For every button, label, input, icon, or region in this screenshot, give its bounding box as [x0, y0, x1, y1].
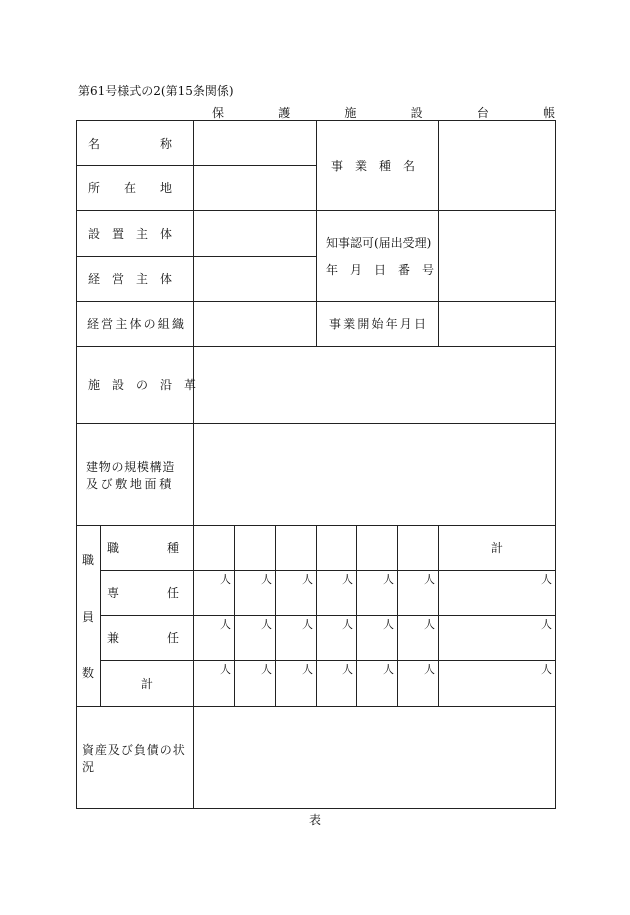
label-total-row: 計: [141, 677, 154, 691]
unit-mark: 人: [302, 573, 313, 586]
unit-mark: 人: [302, 663, 313, 676]
label-operator: 経 営 主 体: [88, 272, 173, 286]
label-start-date: 事業開始年月日: [329, 317, 429, 331]
label-building-1: 建物の規模構造: [86, 460, 176, 474]
unit-mark: 人: [220, 663, 231, 676]
unit-mark: 人: [383, 663, 394, 676]
unit-mark: 人: [383, 618, 394, 631]
document-title: 保 護 施 設 台 帳: [212, 106, 581, 120]
label-full-time: 専 任: [107, 586, 180, 600]
unit-mark: 人: [383, 573, 394, 586]
unit-mark: 人: [302, 618, 313, 631]
unit-mark: 人: [342, 573, 353, 586]
label-name: 名 称: [88, 137, 173, 151]
unit-mark: 人: [541, 573, 552, 586]
unit-mark: 人: [424, 663, 435, 676]
form-number: 第61号様式の2(第15条関係): [78, 84, 234, 98]
unit-mark: 人: [220, 618, 231, 631]
label-assets-2: 況: [82, 760, 95, 774]
label-history: 施 設 の 沿 革: [88, 378, 197, 392]
unit-mark: 人: [342, 663, 353, 676]
label-approval-2: 年 月 日 番 号: [326, 263, 435, 277]
unit-mark: 人: [541, 618, 552, 631]
unit-mark: 人: [424, 618, 435, 631]
label-business-type: 事 業 種 名: [331, 159, 416, 173]
unit-mark: 人: [541, 663, 552, 676]
label-operator-org: 経営主体の組織: [87, 317, 187, 331]
unit-mark: 人: [261, 573, 272, 586]
staff-side-label-3: 数: [82, 666, 95, 680]
label-part-time: 兼 任: [107, 631, 180, 645]
unit-mark: 人: [424, 573, 435, 586]
label-founder: 設 置 主 体: [88, 227, 173, 241]
unit-mark: 人: [220, 573, 231, 586]
unit-mark: 人: [261, 618, 272, 631]
label-assets-1: 資産及び負債の状: [82, 743, 186, 757]
staff-side-label-2: 員: [82, 610, 95, 624]
unit-mark: 人: [261, 663, 272, 676]
unit-mark: 人: [342, 618, 353, 631]
page-side-label: 表: [309, 813, 322, 827]
label-building-2: 及び敷地面積: [86, 477, 174, 491]
label-job-type: 職 種: [107, 541, 180, 555]
label-total-col: 計: [491, 541, 504, 555]
label-location: 所 在 地: [88, 181, 173, 195]
label-approval-1: 知事認可(届出受理): [326, 236, 432, 250]
staff-side-label-1: 職: [82, 553, 95, 567]
